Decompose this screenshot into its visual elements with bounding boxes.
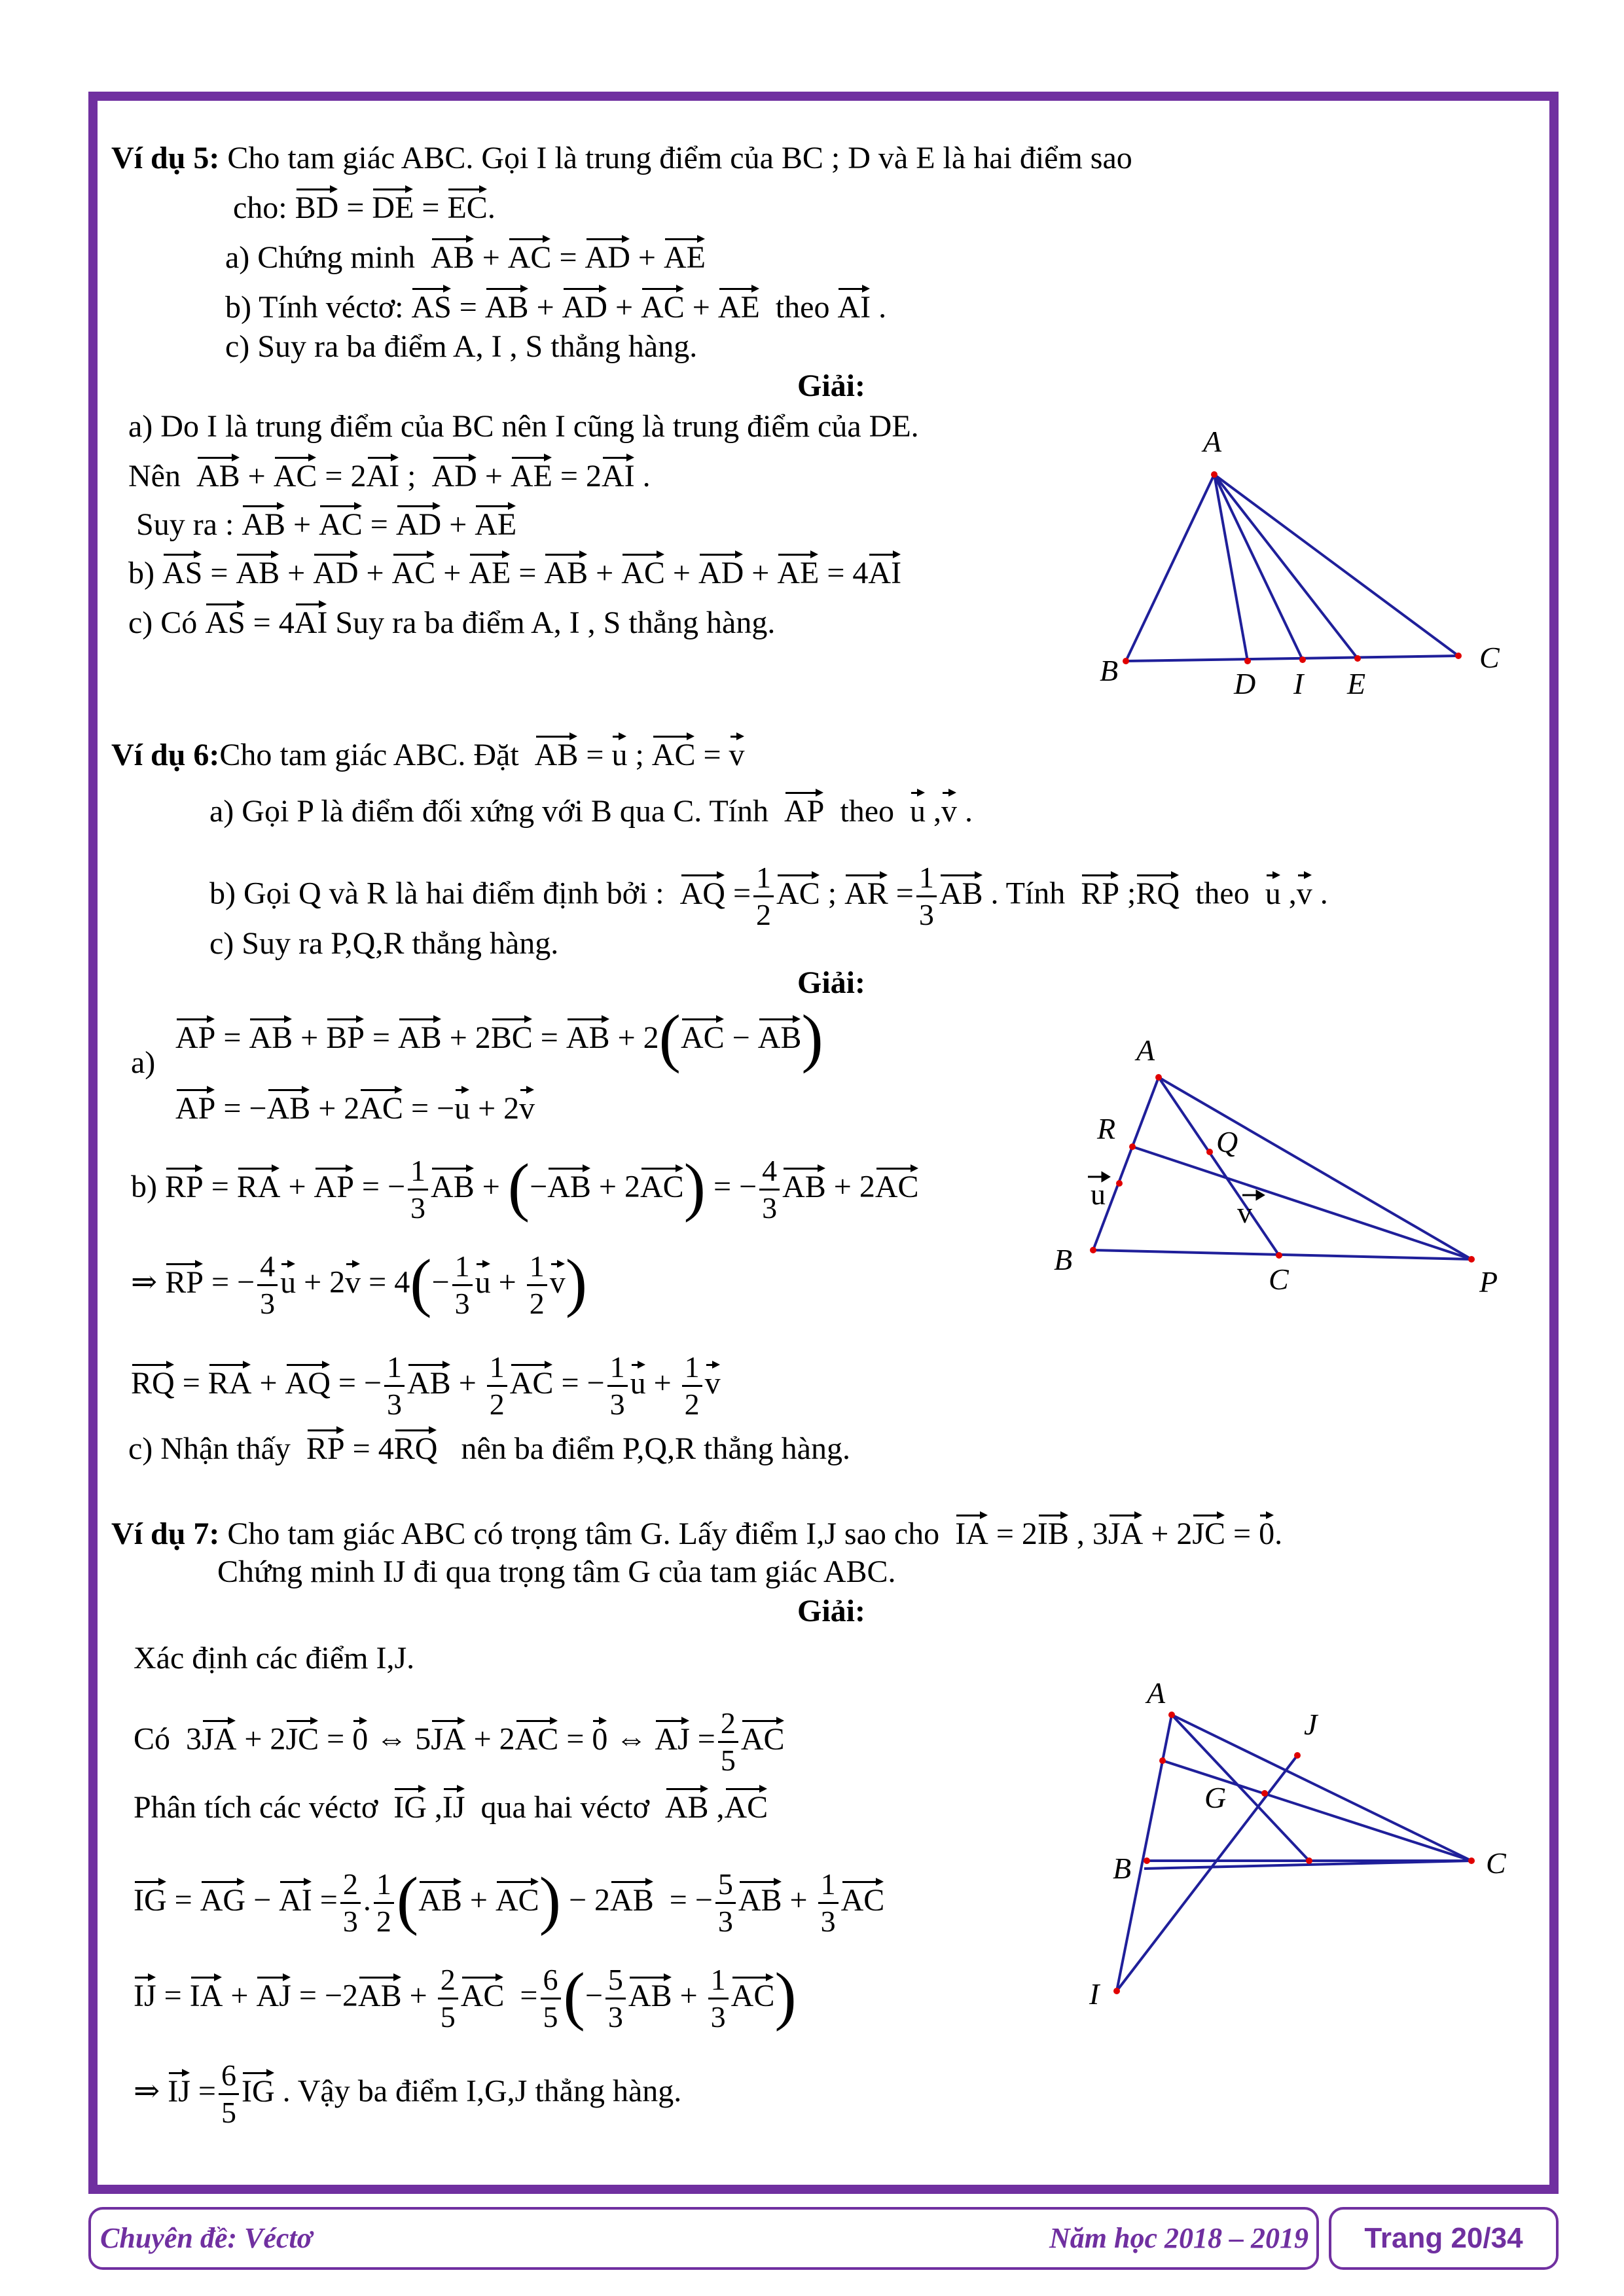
ex7-figure <box>1034 1662 1532 2029</box>
ex6-nhanthay: c) Nhận thấy <box>128 1431 291 1466</box>
ex5-conclusion: Suy ra ba điểm A, I , S thẳng hàng. <box>335 605 776 640</box>
ex5-nen: Nên <box>128 459 181 493</box>
ex6-sol-c: c) Nhận thấy RP = 4RQ nên ba điểm P,Q,R thẳng hàng. <box>128 1427 850 1469</box>
ex5-sol-line2: Nên AB + AC = 2AI ; AD + AE = 2AI . <box>128 454 651 496</box>
ex7-sol-line1: Xác định các điểm I,J. <box>134 1641 415 1676</box>
ex6-statement: Ví dụ 6:Cho tam giác ABC. Đặt AB = u ; AC = v <box>111 733 745 775</box>
ex6-theo-b: theo <box>1195 876 1250 911</box>
ex5-sol-line5: c) Có AS = 4AI Suy ra ba điểm A, I , S thẳng hàng. <box>128 601 775 643</box>
ex7-statement-2: Chứng minh IJ đi qua trọng tâm G của tam giác ABC. <box>217 1554 896 1589</box>
ex7-label-I: I <box>1089 1977 1100 2011</box>
ex7-label-B: B <box>1113 1852 1132 1885</box>
ex6-title: Ví dụ 6: <box>111 738 220 772</box>
ex5-theo: theo <box>775 290 830 325</box>
ex6-b: b) <box>131 1169 157 1204</box>
ex5-figure <box>1087 412 1532 720</box>
ex6-intro: Cho tam giác ABC. Đặt <box>219 738 519 772</box>
ex6-label-B: B <box>1054 1243 1073 1276</box>
ex7-label-C: C <box>1486 1846 1506 1880</box>
ex7-title: Ví dụ 7: <box>111 1516 220 1551</box>
ex7-statement: Ví dụ 7: Cho tam giác ABC có trọng tâm G. Lấy điểm I,J sao cho IA = 2IB , 3JA + 2JC = 0. <box>111 1512 1282 1554</box>
ex7-solution-title: Giải: <box>797 1594 865 1628</box>
ex5-statement <box>111 139 1132 178</box>
ex7-co: Có <box>134 1721 171 1757</box>
footer-topic: Chuyên đề: Véctơ <box>100 2222 313 2254</box>
ex6-label-Q: Q <box>1216 1125 1238 1158</box>
ex5-b-label: b) Tính véctơ: <box>225 290 404 325</box>
ex5-label-E: E <box>1347 667 1366 700</box>
ex6-figure <box>1034 1021 1532 1316</box>
ex6-conclusion: nên ba điểm P,Q,R thẳng hàng. <box>461 1431 850 1466</box>
ex5-part-b: b) Tính véctơ: AS = AB + AD + AC + AE theo AI . <box>225 285 886 327</box>
ex5-label-I: I <box>1293 667 1304 700</box>
ex6-sol-a-label: a) <box>131 1045 156 1080</box>
ex6-label-P: P <box>1479 1265 1498 1299</box>
ex5-sol-line1: a) Do I là trung điểm của BC nên I cũng là trung điểm của DE. <box>128 409 919 444</box>
ex5-b: b) <box>128 556 154 590</box>
ex7-quahai: qua hai véctơ <box>480 1790 649 1825</box>
ex7-sol-line3: Phân tích các véctơ IG ,IJ qua hai véctơ AB ,AC <box>134 1785 768 1827</box>
ex6-a-label: a) Gọi P là điểm đối xứng với B qua C. Tính <box>209 794 769 829</box>
ex6-theo-a: theo <box>840 794 895 829</box>
ex5-solution-title: Giải: <box>797 368 865 403</box>
ex5-label-A: A <box>1203 425 1222 458</box>
ex6-part-b: b) Gọi Q và R là hai điểm định bởi : AQ = $\frac{1}{2}$ AC ; AR = $\frac{1}{3}$ AB . Tính RP ;RQ theo u ,v . <box>209 861 1328 931</box>
ex7-conclusion: . Vậy ba điểm I,G,J thẳng hàng. <box>282 2073 682 2109</box>
ex6-part-a: a) Gọi P là điểm đối xứng với B qua C. Tính AP theo u ,v . <box>209 789 973 831</box>
ex5-title: Ví dụ 5: <box>111 141 220 175</box>
ex7-sol-line5: IJ = IA + AJ = −2AB + $\frac{2}{5}$ AC = $\frac{6}{5}$ (− $\frac{5}{3}$ AB + $\frac{1}{3}$ AC) <box>134 1959 797 2034</box>
ex5-given: cho: BD = DE = EC. <box>233 186 496 228</box>
ex6-sol-b3: RQ = RA + AQ = − $\frac{1}{3}$ AB + $\frac{1}{2}$ AC = − $\frac{1}{3}$ u + $\frac{1}{2}$ v <box>131 1350 721 1421</box>
ex5-label-D: D <box>1234 667 1256 700</box>
ex6-solution-title: Giải: <box>797 965 865 1000</box>
ex6-part-c: c) Suy ra P,Q,R thẳng hàng. <box>209 926 559 961</box>
ex7-sol-line4: IG = AG − AI = $\frac{2}{3}$ . $\frac{1}{2}$ (AB + AC) − 2AB = − $\frac{5}{3}$ AB + $\frac{1}{3}$ AC <box>134 1863 885 1938</box>
ex5-sol-line4: b) AS = AB + AD + AC + AE = AB + AC + AD + AE = 4AI <box>128 551 901 593</box>
ex5-part-a: a) Chứng minh AB + AC = AD + AE <box>225 236 706 278</box>
ex5-a-label: a) Chứng minh <box>225 240 415 275</box>
ex6-label-A: A <box>1136 1033 1155 1067</box>
ex7-intro: Cho tam giác ABC có trọng tâm G. Lấy điểm I,J sao cho <box>227 1516 940 1551</box>
ex6-sol-a2: AP = −AB + 2AC = −u + 2v <box>175 1086 535 1128</box>
ex6-sol-b1: b) RP = RA + AP = − $\frac{1}{3}$ AB + (−AB + 2AC) = − $\frac{4}{3}$ AB + 2AC <box>131 1150 919 1225</box>
ex6-sol-a1: AP = AB + BP = AB + 2BC = AB + 2(AC − AB) <box>175 1001 823 1074</box>
ex5-cho: cho: <box>233 190 287 225</box>
ex6-label-R: R <box>1097 1112 1116 1145</box>
ex6-tinh: . Tính <box>990 876 1066 911</box>
ex5-suyra: Suy ra : <box>136 507 234 542</box>
ex7-phantich: Phân tích các véctơ <box>134 1790 378 1825</box>
footer-main <box>88 2207 1319 2270</box>
ex7-sol-line2: Có 3JA + 2JC = 0 ⇔ 5JA + 2AC = 0 ⇔ AJ = $\frac{2}{5}$ AC <box>134 1706 785 1777</box>
ex5-label-C: C <box>1479 641 1500 674</box>
ex6-b-label: b) Gọi Q và R là hai điểm định bởi : <box>209 876 664 911</box>
footer-year: Năm học 2018 – 2019 <box>1049 2222 1308 2254</box>
ex7-label-G: G <box>1204 1781 1227 1814</box>
ex5-intro: Cho tam giác ABC. Gọi I là trung điểm của BC ; D và E là hai điểm sao <box>227 141 1132 175</box>
ex6-label-v: v <box>1237 1196 1252 1229</box>
ex7-label-A: A <box>1147 1676 1166 1710</box>
ex7-sol-line6: ⇒ IJ = $\frac{6}{5}$ IG . Vậy ba điểm I,G,J thẳng hàng. <box>134 2058 682 2129</box>
ex6-label-C: C <box>1269 1263 1289 1296</box>
ex6-sol-b2: ⇒ RP = − $\frac{4}{3}$ u + 2v = 4(− $\frac{1}{3}$ u + $\frac{1}{2}$ v) <box>131 1246 588 1320</box>
footer-page: Trang 20/34 <box>1329 2207 1559 2270</box>
ex6-label-u: u <box>1091 1177 1106 1211</box>
ex7-label-J: J <box>1304 1708 1318 1741</box>
ex5-label-B: B <box>1100 654 1119 687</box>
ex5-sol-line3: Suy ra : AB + AC = AD + AE <box>136 503 516 545</box>
ex5-part-c: c) Suy ra ba điểm A, I , S thẳng hàng. <box>225 329 698 364</box>
ex5-co: c) Có <box>128 605 198 640</box>
